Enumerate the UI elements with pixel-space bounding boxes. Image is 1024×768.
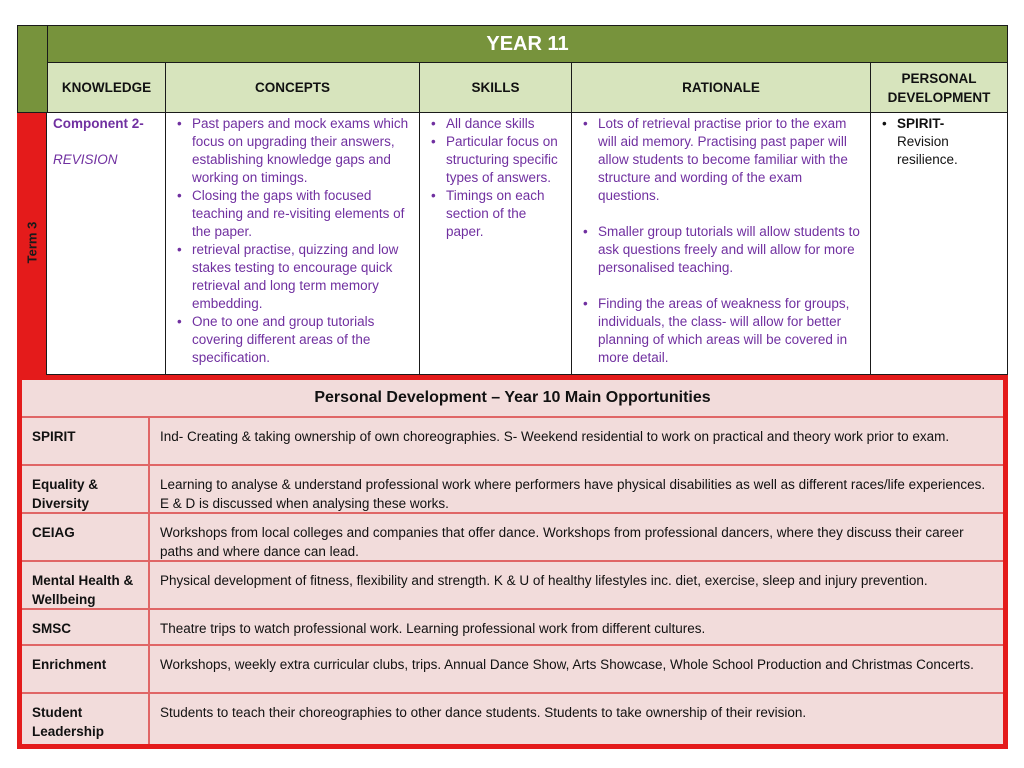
pd-row-label: SPIRIT — [22, 418, 150, 466]
pd-row-text: Physical development of fitness, flexibility and strength. K & U of healthy lifestyles inc. diet, exercise, sleep and injury prevention. — [150, 562, 1003, 610]
component-title: Component 2- — [53, 116, 144, 131]
pd-row-text: Workshops, weekly extra curricular clubs, trips. Annual Dance Show, Arts Showcase, Whole School Production and Christmas Concerts. — [150, 646, 1003, 694]
pd-row-text: Ind- Creating & taking ownership of own choreographies. S- Weekend residential to work on practical and theory work prior to exam. — [150, 418, 1003, 466]
pd-item — [877, 115, 1002, 169]
skill-item: • All dance skills — [426, 115, 565, 133]
concept-item: • Past papers and mock exams which focus on upgrading their answers, establishing knowledge gaps and working on timings. — [172, 115, 413, 187]
year-title: YEAR 11 — [47, 25, 1008, 63]
pd-row-label: Mental Health & Wellbeing — [22, 562, 150, 610]
skill-item: • Particular focus on structuring specific types of answers. — [426, 133, 565, 187]
concept-item: • retrieval practise, quizzing and low stakes testing to encourage quick retrieval and long term memory embedding. — [172, 241, 413, 313]
header-knowledge: KNOWLEDGE — [47, 63, 166, 113]
pd-row-label: Student Leadership — [22, 694, 150, 744]
rationale-item: • Smaller group tutorials will allow students to ask questions freely and will allow for more personalised teaching. — [578, 223, 864, 277]
term-column — [17, 113, 47, 375]
skill-item: • Timings on each section of the paper. — [426, 187, 565, 241]
pd-row-label: SMSC — [22, 610, 150, 646]
pd-row-text: Learning to analyse & understand professional work where performers have physical disabilities as well as different races/life experiences. E & D is discussed when analysing these works. — [150, 466, 1003, 514]
personal-development-cell — [871, 113, 1008, 375]
pd-row-label: CEIAG — [22, 514, 150, 562]
rationale-item: • Finding the areas of weakness for groups, individuals, the class- will allow for better planning of which areas will be covered in more detail. — [578, 295, 864, 367]
rationale-item: • Lots of retrieval practise prior to the exam will aid memory. Practising past paper will allow students to become familiar with the structure and wording of the exam questions. — [578, 115, 864, 205]
pd-row-label: Equality & Diversity — [22, 466, 150, 514]
pd-row-text: Theatre trips to watch professional work. Learning professional work from different cultures. — [150, 610, 1003, 646]
pd-opportunities-title: Personal Development – Year 10 Main Opportunities — [22, 380, 1003, 418]
concept-item: • One to one and group tutorials covering different areas of the specification. — [172, 313, 413, 367]
component-topic: REVISION — [53, 152, 118, 167]
term-label: Term 3 — [24, 221, 40, 264]
pd-row-label: Enrichment — [22, 646, 150, 694]
corner-cell — [17, 25, 47, 113]
pd-row-text: Students to teach their choreographies to other dance students. Students to take ownership of their revision. — [150, 694, 1003, 744]
skills-cell — [420, 113, 572, 375]
rationale-cell — [572, 113, 871, 375]
concept-item: • Closing the gaps with focused teaching and re-visiting elements of the paper. — [172, 187, 413, 241]
header-skills: SKILLS — [420, 63, 572, 113]
knowledge-cell — [47, 113, 166, 375]
header-rationale: RATIONALE — [572, 63, 871, 113]
pd-row-text: Workshops from local colleges and companies that offer dance. Workshops from professional dancers, where they discuss their career paths and where dance can lead. — [150, 514, 1003, 562]
pd-label: • SPIRIT- — [897, 116, 945, 131]
pd-text: Revision resilience. — [897, 134, 958, 167]
concepts-cell — [166, 113, 420, 375]
header-personal-development: PERSONAL DEVELOPMENT — [871, 63, 1008, 113]
header-concepts: CONCEPTS — [166, 63, 420, 113]
